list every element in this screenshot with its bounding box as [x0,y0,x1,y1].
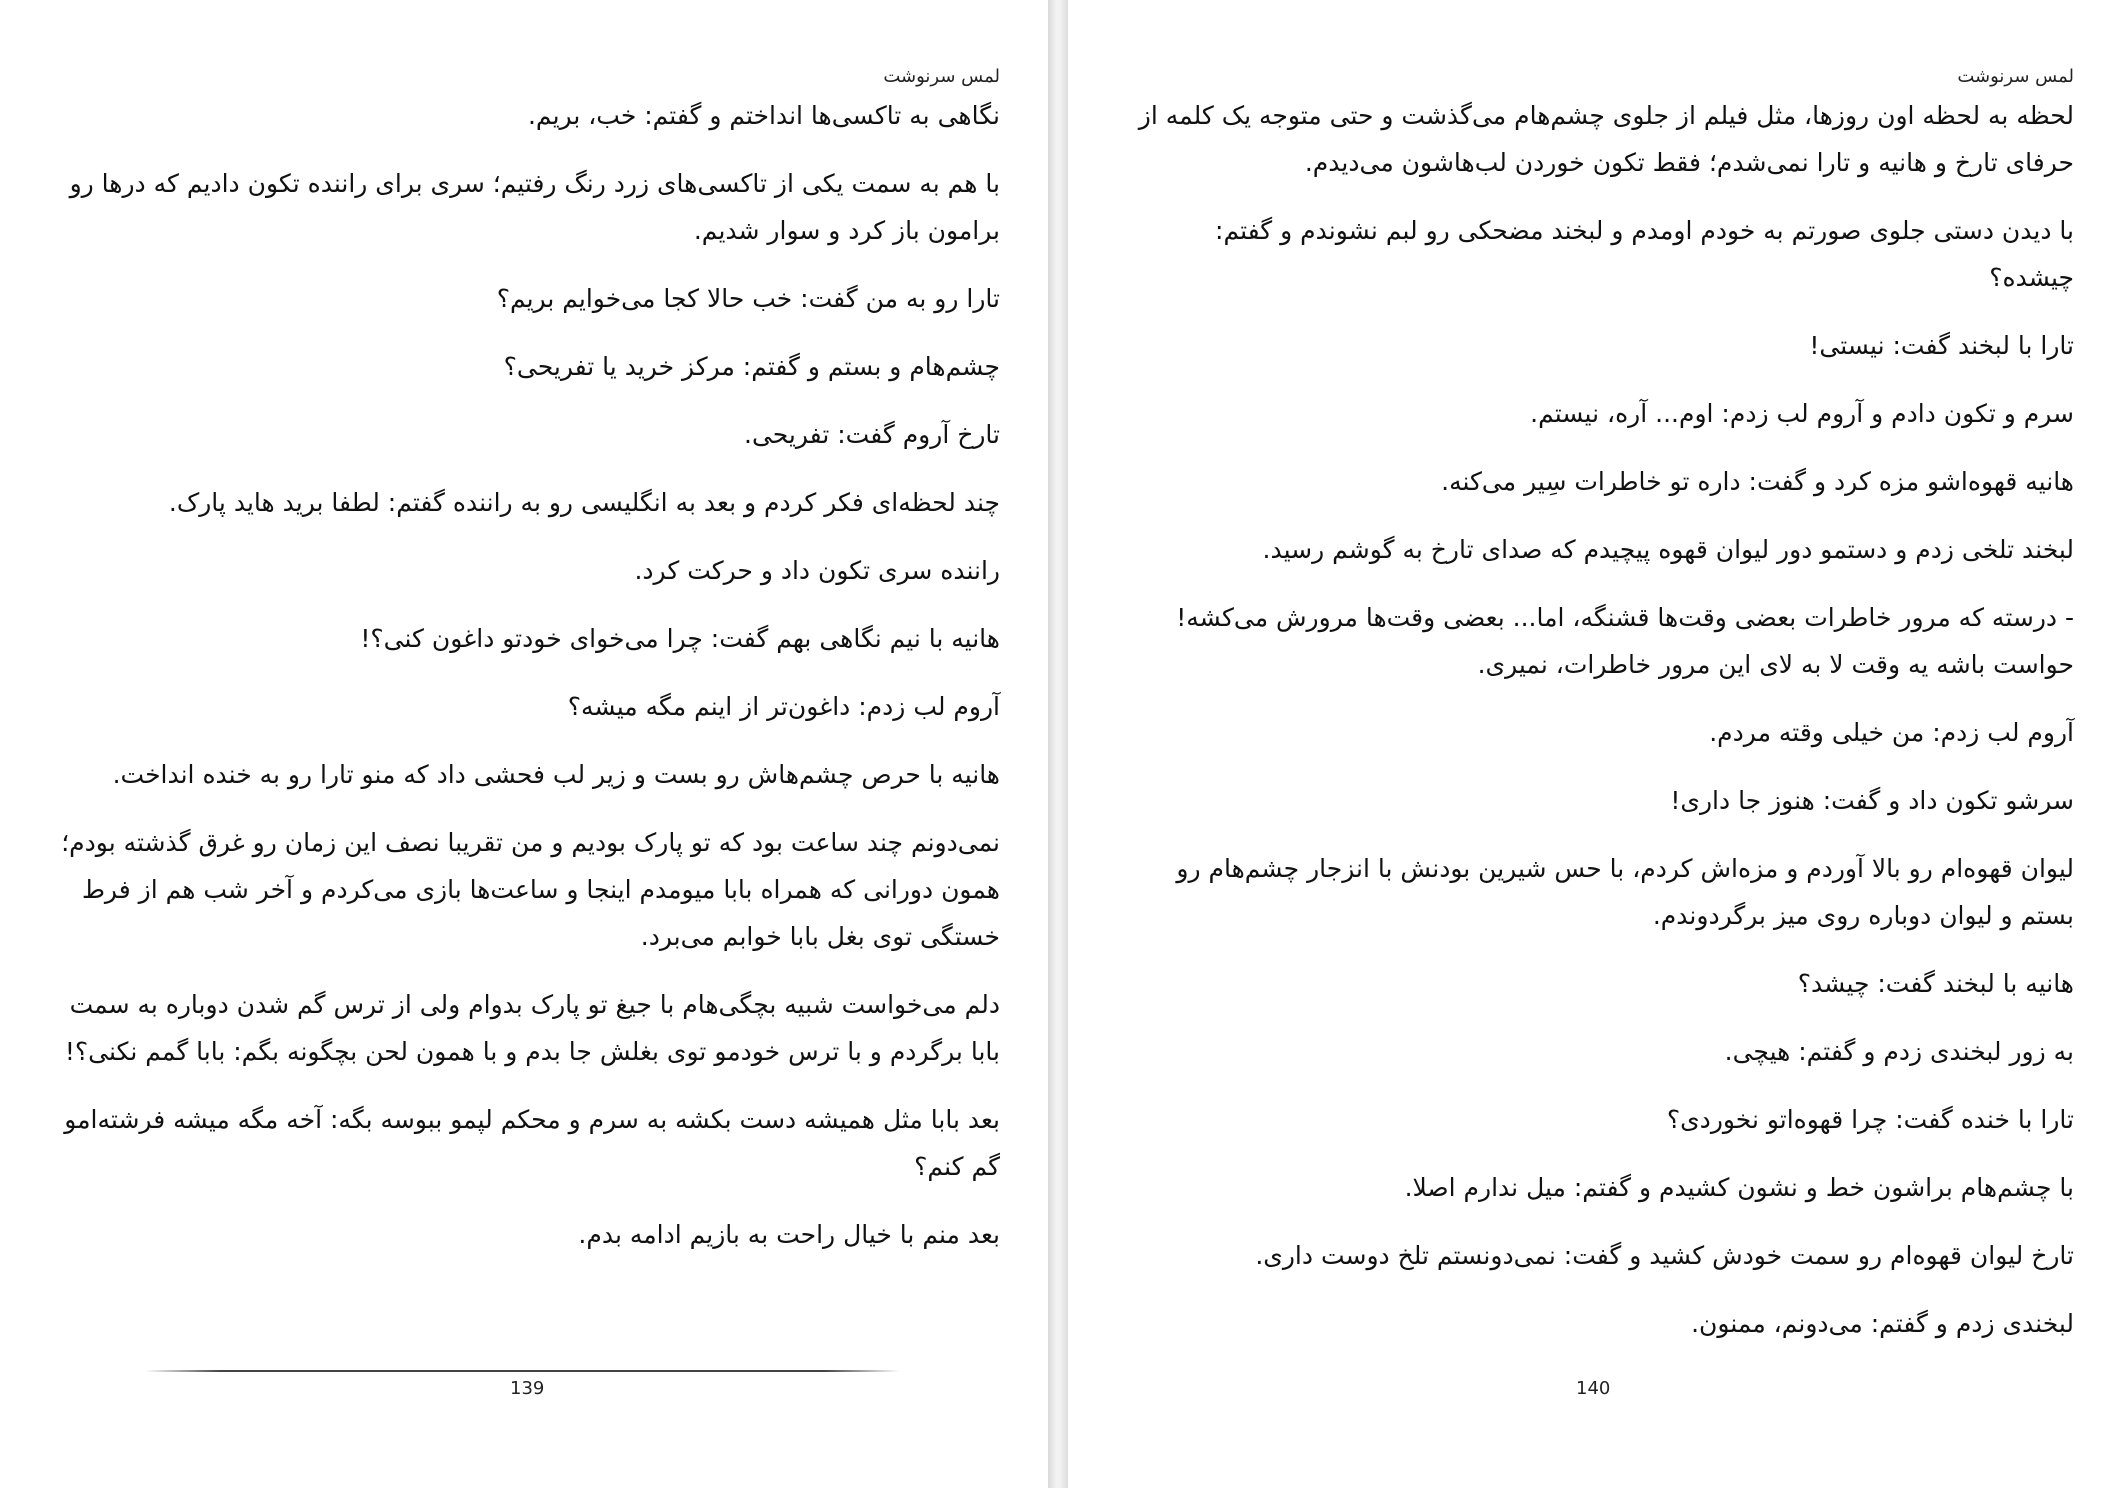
paragraph: سرم و تکون دادم و آروم لب زدم: اوم... آره، نیستم. [1530,399,2074,428]
paragraph: - درسته که مرور خاطرات بعضی وقت‌ها قشنگه، اما... بعضی وقت‌ها مرورش می‌کشه! حواست باشه یه وقت لا به لای این مرور خاطرات، نمیری. [1176,603,2074,679]
paragraph: با دیدن دستی جلوی صورتم به خودم اومدم و لبخند مضحکی رو لبم نشوندم و گفتم: چیشده؟ [1215,216,2074,292]
paragraph: لیوان قهوه‌ام رو بالا آوردم و مزه‌اش کردم، با حس شیرین بودنش با انزجار چشم‌هام رو بستم و لیوان دوباره روی میز برگردوندم. [1176,854,2074,930]
paragraph: آروم لب زدم: من خیلی وقته مردم. [1709,718,2074,747]
paragraph: به زور لبخندی زدم و گفتم: هیچی. [1724,1037,2074,1066]
paragraph: بعد بابا مثل همیشه دست بکشه به سرم و محکم لپمو ببوسه بگه: آخه مگه میشه فرشته‌امو گم کنم؟ [64,1105,1000,1181]
page-body [1124,92,2074,1368]
paragraph: هانیه با لبخند گفت: چیشد؟ [1797,969,2074,998]
paragraph: چند لحظه‌ای فکر کردم و بعد به انگلیسی رو به راننده گفتم: لطفا برید هاید پارک. [168,488,1000,517]
paragraph: دلم می‌خواست شبیه بچگی‌هام با جیغ تو پارک بدوام ولی از ترس گم شدن دوباره به سمت بابا برگردم و با ترس خودمو توی بغلش جا بدم و با همون لحن بچگونه بگم: بابا گمم نکنی؟! [64,990,1000,1066]
paragraph: هانیه قهوه‌اشو مزه کرد و گفت: داره تو خاطرات سِیر می‌کنه. [1441,467,2074,496]
page-header: لمس سرنوشت [883,66,1000,87]
page-number: 140 [1576,1378,1611,1399]
paragraph: آروم لب زدم: داغون‌تر از اینم مگه میشه؟ [567,692,1000,721]
paragraph: بعد منم با خیال راحت به بازیم ادامه بدم. [578,1220,1000,1249]
paragraph: تارا با لبخند گفت: نیستی! [1809,331,2074,360]
paragraph: تارخ آروم گفت: تفریحی. [744,420,1000,449]
paragraph: با چشم‌هام براشون خط و نشون کشیدم و گفتم: میل ندارم اصلا. [1404,1173,2074,1202]
paragraph: لحظه به لحظه اون روزها، مثل فیلم از جلوی چشم‌هام می‌گذشت و حتی متوجه یک کلمه از حرفای تارخ و هانیه و تارا نمی‌شدم؛ فقط تکون خوردن لب‌هاشون می‌دیدم. [1138,101,2074,177]
book-gutter [1048,0,1068,1488]
paragraph: هانیه با نیم نگاهی بهم گفت: چرا می‌خوای خودتو داغون کنی؟! [360,624,1000,653]
page-body [60,92,1000,1279]
paragraph: لبخندی زدم و گفتم: می‌دونم، ممنون. [1691,1309,2074,1338]
page-number: 139 [510,1378,545,1399]
paragraph: راننده سری تکون داد و حرکت کرد. [634,556,1000,585]
footer-divider [145,1370,900,1372]
paragraph: نمی‌دونم چند ساعت بود که تو پارک بودیم و من تقریبا نصف این زمان رو غرق گذشته بودم؛ همون دورانی که همراه بابا میومدم اینجا و ساعت‌ها بازی می‌کردم و آخر شب هم از فرط خستگی توی بغل بابا خوابم می‌برد. [61,828,1000,951]
paragraph: نگاهی به تاکسی‌ها انداختم و گفتم: خب، بریم. [527,101,1000,130]
right-page [1068,0,2116,1488]
paragraph: سرشو تکون داد و گفت: هنوز جا داری! [1670,786,2074,815]
paragraph: هانیه با حرص چشم‌هاش رو بست و زیر لب فحشی داد که منو تارا رو به خنده انداخت. [112,760,1000,789]
paragraph: لبخند تلخی زدم و دستمو دور لیوان قهوه پیچیدم که صدای تارخ به گوشم رسید. [1262,535,2074,564]
paragraph: با هم به سمت یکی از تاکسی‌های زرد رنگ رفتیم؛ سری برای راننده تکون دادیم که درها رو برامون باز کرد و سوار شدیم. [69,169,1000,245]
paragraph: چشم‌هام و بستم و گفتم: مرکز خرید یا تفریحی؟ [503,352,1000,381]
page-header: لمس سرنوشت [1957,66,2074,87]
paragraph: تارا رو به من گفت: خب حالا کجا می‌خوایم بریم؟ [496,284,1000,313]
paragraph: تارا با خنده گفت: چرا قهوه‌اتو نخوردی؟ [1666,1105,2074,1134]
paragraph: تارخ لیوان قهوه‌ام رو سمت خودش کشید و گفت: نمی‌دونستم تلخ دوست داری. [1255,1241,2074,1270]
left-page [0,0,1048,1488]
